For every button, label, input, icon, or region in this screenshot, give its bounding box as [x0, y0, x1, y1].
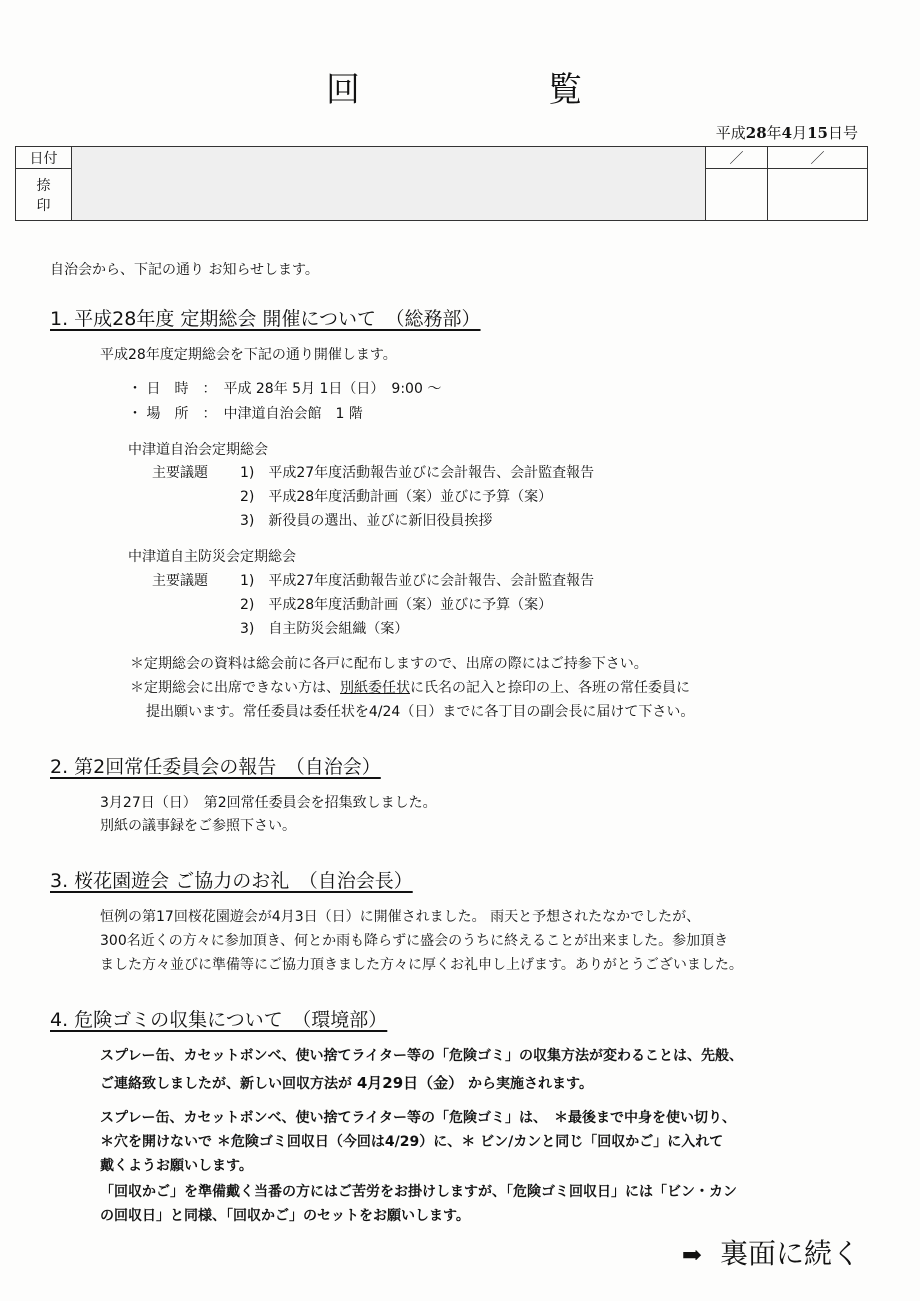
section2-line1: 3月27日（日） 第2回常任委員会を招集致しました。: [100, 795, 437, 811]
page-title-right: 覧: [548, 70, 582, 110]
section2-heading: 2. 第2回常任委員会の報告 （自治会）: [50, 756, 381, 778]
continued-overleaf: [682, 1232, 860, 1272]
meeting1-name: 中津道自治会定期総会: [128, 442, 268, 458]
date-row-label: 日付: [16, 147, 72, 169]
stamp-label-a: 捺: [36, 177, 51, 194]
issue-date: 平成28年4月15日号: [715, 124, 858, 142]
section3-line1: 恒例の第17回桜花園遊会が4月3日（日）に開催されました。 雨天と予想されたなかでしたが、: [100, 909, 701, 925]
meeting2-name: 中津道自主防災会定期総会: [128, 549, 296, 565]
section4-para2-line2: ＊穴を開けないで ＊危険ゴミ回収日（今回は4/29）に、＊ ビン/カンと同じ「回収かご」に入れて: [100, 1134, 724, 1150]
page-title-left: 回: [326, 70, 360, 110]
section4-para1-line1: スプレー缶、カセットボンベ、使い捨てライター等の「危険ゴミ」の収集方法が変わることは、先般、: [100, 1048, 744, 1064]
stamp-cell-1: [706, 169, 768, 221]
stamp-row-label: [16, 169, 72, 221]
section1-note1: ＊定期総会の資料は総会前に各戸に配布しますので、出席の際にはご持参下さい。: [130, 656, 648, 672]
section4-heading: 4. 危険ゴミの収集について （環境部）: [50, 1009, 388, 1031]
section1-place: ・ 場 所 ： 中津道自治会館 1 階: [128, 406, 363, 422]
section1-note2: [130, 678, 690, 699]
circulation-table: [15, 146, 868, 221]
note2-text-a: ＊定期総会に出席できない方は、: [130, 680, 340, 696]
stamp-cell-2: [768, 169, 868, 221]
date-cell-2: ／: [768, 147, 868, 169]
collection-start-date: 4月29日（金）: [356, 1074, 464, 1092]
meeting1-item: 2) 平成28年度活動計画（案）並びに予算（案）: [240, 489, 553, 505]
section4-para2-line1: スプレー缶、カセットボンベ、使い捨てライター等の「危険ゴミ」は、 ＊最後まで中身を使い切り、: [100, 1110, 737, 1126]
meeting1-agenda-label: 主要議題: [152, 465, 208, 481]
right-arrow-icon: ➡: [681, 1241, 702, 1269]
meeting1-item: 3) 新役員の選出、並びに新旧役員挨拶: [240, 513, 493, 529]
section1-heading: 1. 平成28年度 定期総会 開催について （総務部）: [50, 308, 481, 330]
section1-datetime: ・ 日 時 ： 平成 28年 5月 1日（日） 9:00 ～: [128, 381, 442, 397]
continue-text: 裏面に続く: [719, 1237, 860, 1270]
para1-text-a: ご連絡致しましたが、新しい回収方法が: [100, 1076, 357, 1092]
meeting2-item: 3) 自主防災会組織（案）: [240, 621, 409, 637]
section3-heading: 3. 桜花園遊会 ご協力のお礼 （自治会長）: [50, 870, 413, 892]
meeting2-item: 2) 平成28年度活動計画（案）並びに予算（案）: [240, 597, 553, 613]
intro-text: 自治会から、下記の通り お知らせします。: [50, 262, 319, 278]
section2-line2: 別紙の議事録をご参照下さい。: [100, 818, 296, 834]
proxy-form-reference: 別紙委任状: [340, 680, 410, 696]
section4-para1-line2: [100, 1072, 593, 1095]
date-cell-1: ／: [706, 147, 768, 169]
section4-para2-line3: 戴くようお願いします。: [100, 1158, 253, 1174]
section4-para3-line1: 「回収かご」を準備戴く当番の方にはご苦労をお掛けしますが、「危険ゴミ回収日」には「ビン・カン: [100, 1184, 737, 1200]
meeting1-item: 1) 平成27年度活動報告並びに会計報告、会計監査報告: [240, 465, 595, 481]
section4-para3-line2: の回収日」と同様、「回収かご」のセットをお願いします。: [100, 1208, 470, 1224]
section3-line2: 300名近くの方々に参加頂き、何とか雨も降らずに盛会のうちに終えることが出来ました。参加頂き: [100, 933, 729, 949]
para1-text-b: から実施されます。: [463, 1076, 593, 1092]
section1-lead: 平成28年度定期総会を下記の通り開催します。: [100, 347, 397, 363]
stamp-label-b: 印: [36, 197, 51, 214]
section3-line3: ました方々並びに準備等にご協力頂きました方々に厚くお礼申し上げます。ありがとうございました。: [100, 957, 743, 973]
meeting2-agenda-label: 主要議題: [152, 573, 208, 589]
note2-text-b: に氏名の記入と捺印の上、各班の常任委員に: [410, 680, 690, 696]
redacted-area: [72, 147, 706, 221]
section1-note2-cont: 提出願います。常任委員は委任状を4/24（日）までに各丁目の副会長に届けて下さい。: [146, 704, 695, 720]
meeting2-item: 1) 平成27年度活動報告並びに会計報告、会計監査報告: [240, 573, 595, 589]
